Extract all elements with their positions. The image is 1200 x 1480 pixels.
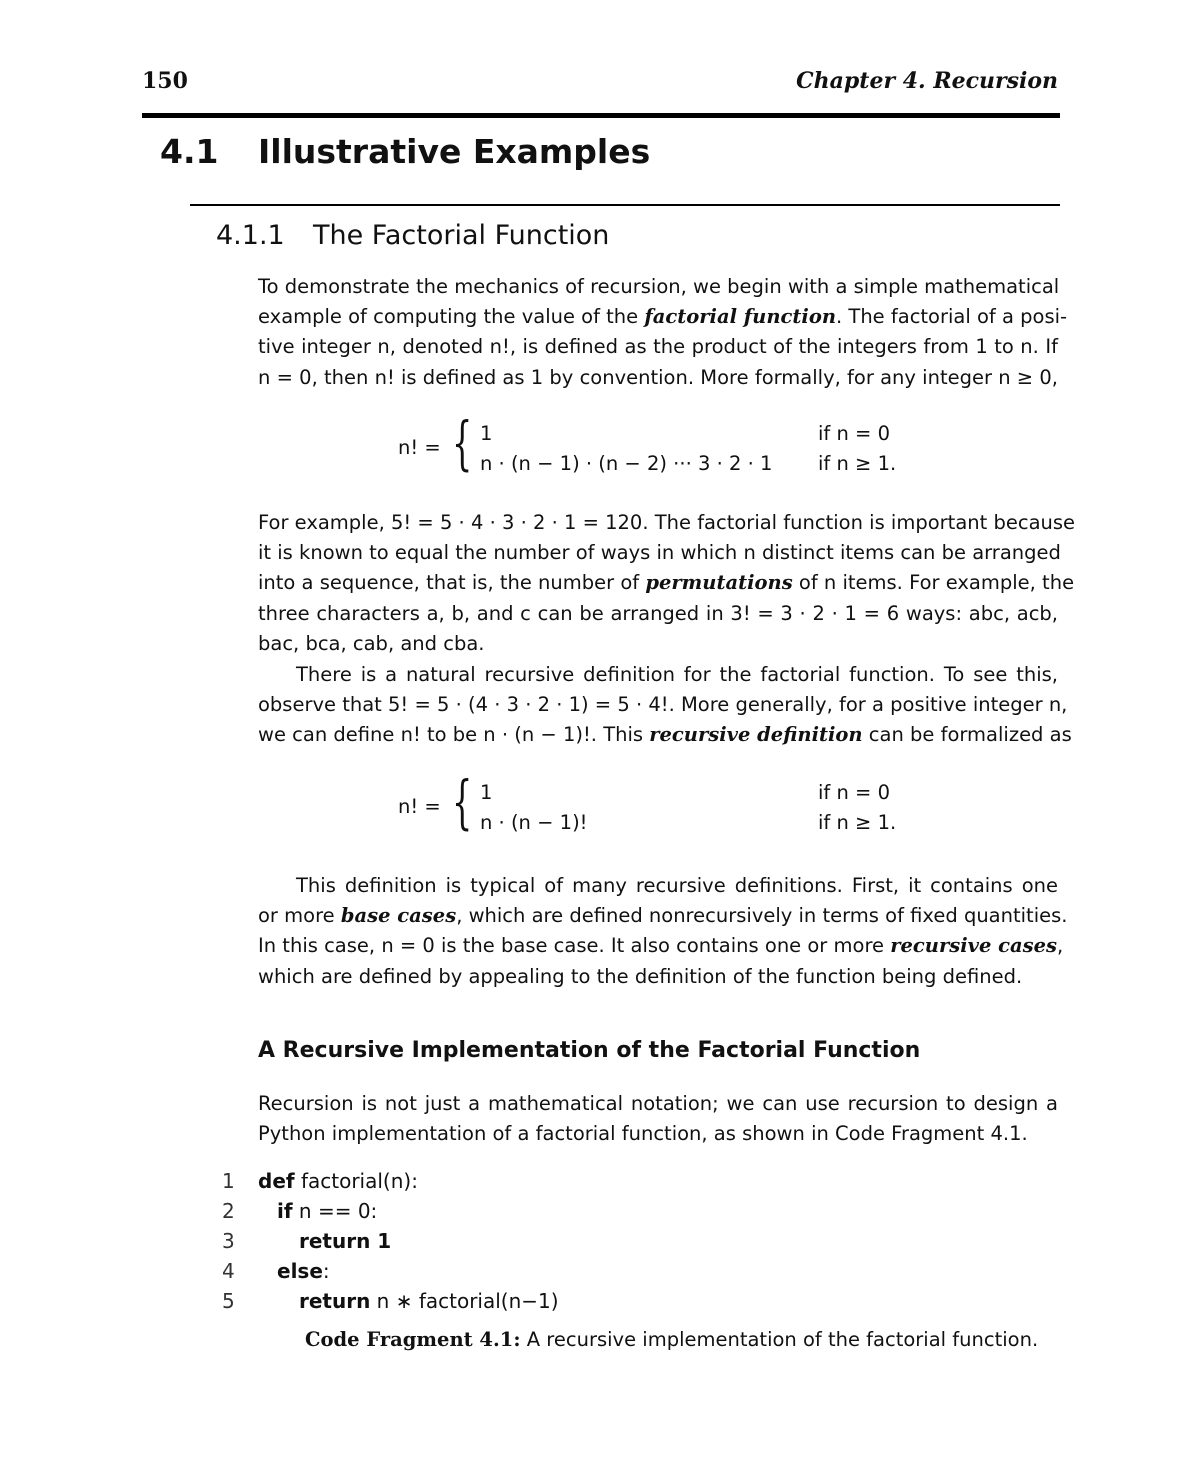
equation-1-brace: { [452,409,473,477]
page-number: 150 [142,68,188,94]
text-span: can be formalized as [862,723,1072,747]
term-recursive-cases: recursive cases [890,934,1058,958]
chapter-title: Chapter 4. Recursion [796,68,1058,94]
text-line: n = 0, then n! is defined as 1 by convention. More formally, for any integer n ≥ 0, [258,365,1058,389]
subsection-number: 4.1.1 [216,220,285,251]
term-factorial-function: factorial function [644,305,837,329]
text-span: we can define n! to be n · (n − 1)!. This [258,723,650,747]
text-span: of n items. For example, the [792,571,1075,595]
line-number: 3 [222,1229,235,1253]
section-number: 4.1 [160,132,219,171]
term-recursive-definition: recursive definition [649,723,863,747]
code-text: factorial(n): [294,1169,418,1193]
paragraph-intro [258,272,1068,393]
paragraph-implementation [258,1089,1058,1149]
term-base-cases: base cases [340,904,457,928]
line-number: 5 [222,1289,235,1313]
text-line: bac, bca, cab, and cba. [258,631,485,655]
paragraph-recursive-definition [258,660,1072,751]
subsection-heading [216,220,609,251]
line-number: 1 [222,1169,235,1193]
equation-2-case2-cond: if n ≥ 1. [818,811,897,834]
code-text: : [322,1259,330,1283]
subsubsection-heading: A Recursive Implementation of the Factorial Function [258,1038,921,1063]
code-text: n ∗ factorial(n−1) [370,1289,559,1313]
equation-1-case1-cond: if n = 0 [818,422,890,445]
text-line: For example, 5! = 5 · 4 · 3 · 2 · 1 = 120. The factorial function is important because [258,511,1076,534]
caption-text: A recursive implementation of the factorial function. [520,1328,1039,1351]
text-line: To demonstrate the mechanics of recursion, we begin with a simple mathematical [258,275,1060,298]
text-span: into a sequence, that is, the number of [258,571,646,595]
text-line: which are defined by appealing to the definition of the function being defined. [258,964,1023,988]
code-keyword: def [258,1169,295,1193]
text-span: , which are defined nonrecursively in terms of fixed quantities. [456,904,1068,928]
equation-1-case2-expr: n · (n − 1) · (n − 2) ··· 3 · 2 · 1 [480,452,773,475]
caption-label: Code Fragment 4.1: [305,1328,521,1351]
text-line: three characters a, b, and c can be arranged in 3! = 3 · 2 · 1 = 6 ways: abc, acb, [258,601,1058,625]
code-keyword: if [277,1199,293,1223]
text-line [258,720,1072,750]
code-keyword: return [299,1229,371,1253]
paragraph-example [258,508,1076,659]
term-permutations: permutations [645,571,793,595]
section-heading [160,132,650,171]
text-line: This definition is typical of many recursive definitions. First, it contains one [296,874,1058,897]
section-rule [190,204,1060,206]
text-line [258,931,1064,961]
text-line: Python implementation of a factorial function, as shown in Code Fragment 4.1. [258,1122,1028,1146]
code-line [222,1256,559,1286]
code-keyword: else [277,1259,323,1283]
equation-1-lhs: n! = [398,436,441,459]
code-line [222,1226,559,1256]
code-line [222,1166,559,1196]
equation-1-case1-expr: 1 [480,422,493,445]
line-number: 4 [222,1259,235,1283]
equation-1-case2-cond: if n ≥ 1. [818,452,897,475]
text-line [258,302,1068,332]
header-rule [142,113,1060,118]
code-line [222,1196,559,1226]
text-span: example of computing the value of the [258,305,645,329]
equation-2-case2-expr: n · (n − 1)! [480,811,588,834]
code-caption [305,1328,1038,1351]
equation-2-case1-expr: 1 [480,781,493,804]
text-line [258,901,1068,931]
text-span: or more [258,904,341,928]
code-text: 1 [370,1229,392,1253]
text-span: . The factorial of a posi- [836,305,1068,329]
code-keyword: return [299,1289,371,1313]
text-line: tive integer n, denoted n!, is defined as the product of the integers from 1 to n. If [258,335,1058,359]
equation-2-lhs: n! = [398,795,441,818]
text-line: Recursion is not just a mathematical notation; we can use recursion to design a [258,1092,1058,1115]
text-line [258,568,1075,598]
code-fragment [222,1166,559,1316]
text-line: it is known to equal the number of ways in which n distinct items can be arranged [258,541,1061,565]
equation-2-case1-cond: if n = 0 [818,781,890,804]
text-span: , [1057,934,1064,958]
section-title: Illustrative Examples [258,132,651,171]
text-span: In this case, n = 0 is the base case. It also contains one or more [258,934,891,958]
text-line: observe that 5! = 5 · (4 · 3 · 2 · 1) = 5 · 4!. More generally, for a positive integer n, [258,693,1068,717]
code-line [222,1286,559,1316]
text-line: There is a natural recursive definition for the factorial function. To see this, [296,663,1058,686]
code-text: n == 0: [292,1199,378,1223]
line-number: 2 [222,1199,235,1223]
equation-2-brace: { [452,768,473,836]
subsection-title: The Factorial Function [313,220,610,251]
paragraph-base-cases [258,871,1068,992]
